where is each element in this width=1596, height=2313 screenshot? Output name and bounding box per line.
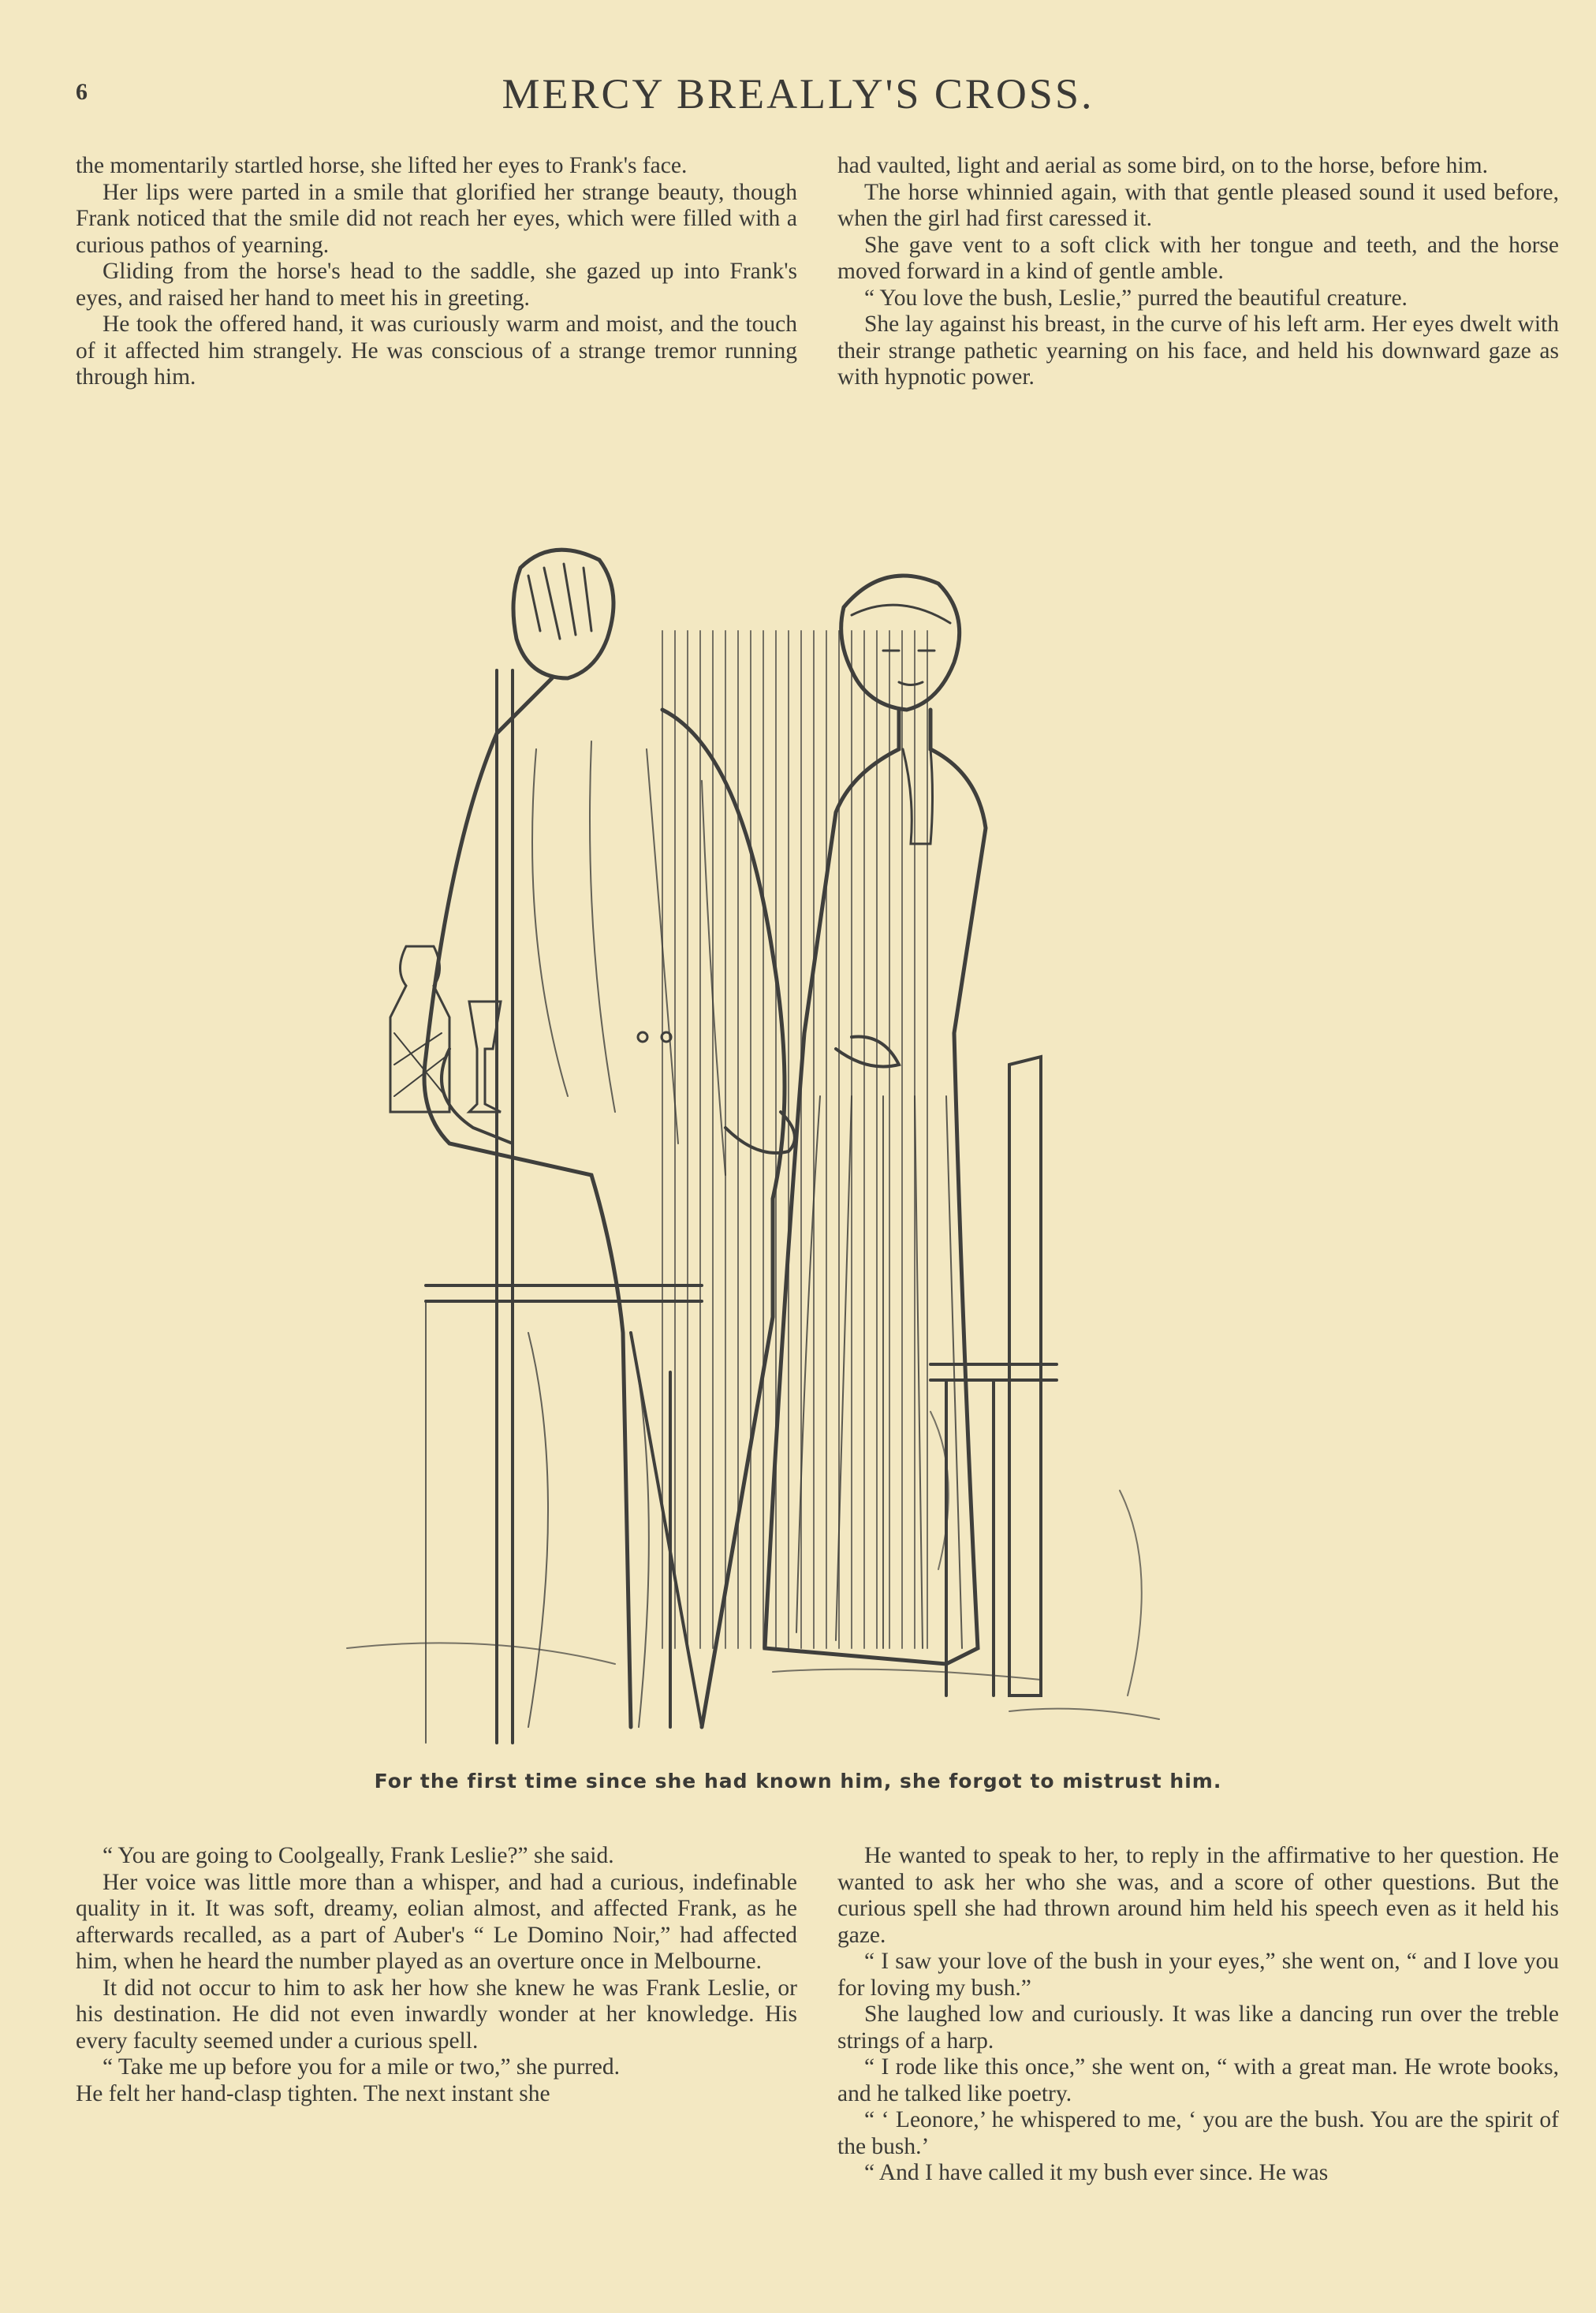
paragraph: “ ‘ Leonore,’ he whispered to me, ‘ you are the bush. You are the spirit of the bush.’ xyxy=(837,2107,1559,2159)
paragraph: “ I saw your love of the bush in your eyes,” she went on, “ and I love you for loving my bush.” xyxy=(837,1949,1559,2001)
paragraph: “ You love the bush, Leslie,” purred the beautiful creature. xyxy=(864,285,1408,311)
top-right-column xyxy=(837,153,1559,391)
woman-figure xyxy=(765,576,986,1664)
paragraph: He took the offered hand, it was curiously warm and moist, and the touch of it affected him strangely. He was conscious of a strange tremor running through him. xyxy=(76,312,797,390)
engraving-illustration xyxy=(331,544,1277,1759)
paragraph: the momentarily startled horse, she lifted her eyes to Frank's face. xyxy=(76,153,688,178)
paragraph: “ And I have called it my bush ever since. He was xyxy=(864,2160,1329,2185)
paragraph: “ Take me up before you for a mile or two,” she purred. xyxy=(103,2054,620,2080)
decanter xyxy=(390,946,501,1112)
paragraph: He wanted to speak to her, to reply in the affirmative to her question. He wanted to ask her who she was, and a score of other questions. But the curious spell she had thrown around him held his speech even as it held his gaze. xyxy=(837,1843,1559,1948)
top-left-column xyxy=(76,153,797,391)
bottom-left-column xyxy=(76,1843,797,2107)
chair xyxy=(930,1057,1142,1696)
page-number: 6 xyxy=(76,79,88,105)
paragraph: “ I rode like this once,” she went on, “ with a great man. He wrote books, and he talked like poetry. xyxy=(837,2054,1559,2106)
paragraph: had vaulted, light and aerial as some bird, on to the horse, before him. xyxy=(837,153,1488,178)
sideboard xyxy=(426,670,702,1743)
illustration-caption: For the first time since she had known him, she forgot to mistrust him. xyxy=(374,1770,1222,1793)
running-title: MERCY BREALLY'S CROSS. xyxy=(502,70,1094,118)
paragraph: She laughed low and curiously. It was like a dancing run over the treble strings of a harp. xyxy=(837,2001,1559,2054)
paragraph: She lay against his breast, in the curve of his left arm. Her eyes dwelt with their strange pathetic yearning on his face, and held his downward gaze as with hypnotic power. xyxy=(837,312,1559,390)
paragraph: Gliding from the horse's head to the saddle, she gazed up into Frank's eyes, and raised her hand to meet his in greeting. xyxy=(76,259,797,311)
paragraph: He felt her hand-clasp tighten. The next instant she xyxy=(76,2080,550,2106)
paragraph: Her voice was little more than a whisper, and had a curious, indefinable quality in it. It was soft, dreamy, eolian almost, and affected Frank, as he afterwards recalled, as a part of Auber's “ Le Domino Noir,” had affected him, when he heard the number played as an overture once in Melbourne. xyxy=(76,1869,797,1974)
paragraph: “ You are going to Coolgeally, Frank Leslie?” she said. xyxy=(103,1843,614,1868)
paragraph: She gave vent to a soft click with her tongue and teeth, and the horse moved forward in a kind of gentle amble. xyxy=(837,232,1559,284)
paragraph: Her lips were parted in a smile that glorified her strange beauty, though Frank noticed that the smile did not reach her eyes, which were filled with a curious pathos of yearning. xyxy=(76,179,797,258)
floor-lines xyxy=(347,1643,1159,1719)
man-figure xyxy=(424,550,795,1727)
paragraph: The horse whinnied again, with that gentle pleased sound it used before, when the girl had first caressed it. xyxy=(837,179,1559,231)
paragraph: It did not occur to him to ask her how she knew he was Frank Leslie, or his destination. He did not even inwardly wonder at her knowledge. His every faculty seemed under a curious spell. xyxy=(76,1975,797,2054)
bottom-right-column xyxy=(837,1843,1559,2187)
